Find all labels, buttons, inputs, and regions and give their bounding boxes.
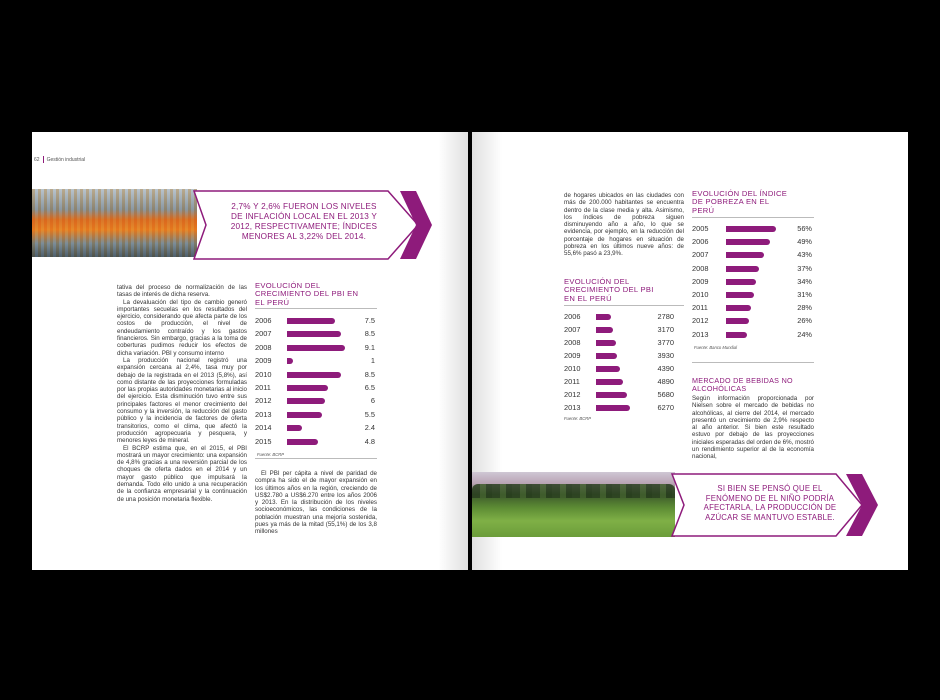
chart-bar: [726, 252, 764, 258]
value-label: 8.5: [364, 329, 375, 339]
year-label: 2007: [692, 250, 709, 260]
chart-rule: [564, 305, 684, 306]
chart-source: Fuente: BCRP: [564, 416, 591, 421]
chart-rule: [255, 458, 377, 459]
year-label: 2011: [692, 303, 708, 313]
year-label: 2006: [564, 312, 581, 321]
chart-bar: [287, 425, 302, 431]
value-label: 31%: [797, 290, 812, 299]
value-label: 37%: [797, 263, 812, 273]
chart-row: [255, 343, 375, 355]
right-page: [472, 132, 908, 570]
paragraph: El PBI per cápita a nivel de paridad de compra ha sido el de mayor expansión en los últimos años en la región, creciendo de US$2.780 a US$6.270 entre los años 2006 y 2013. En la distribución de los niveles socioeconómicos, las condiciones de la población muestran una mejoría sostenida, pues ya más de la mitad (55,1%) de los 3,8 millones: [255, 470, 377, 536]
chart-row: [692, 330, 812, 342]
year-label: 2008: [255, 342, 272, 352]
paragraph: La devaluación del tipo de cambio generó importantes secuelas en los resultados del ejercicio, considerando que afecta parte de los costos de producción, el nivel de endeudamiento contraído y los gastos financieros. Sin embargo, gracias a la toma de coberturas pudimos reducir los efectos de dicha variación. PBI y consumo interno: [117, 298, 247, 357]
chart-row: [255, 316, 375, 328]
chart-bar: [287, 439, 318, 445]
chart-bar: [726, 239, 770, 245]
left-column-2: [255, 470, 377, 536]
chart-row: [255, 437, 375, 449]
chart-row: [564, 364, 674, 376]
chart-bar: [596, 327, 613, 333]
value-label: 3770: [657, 338, 674, 347]
chart-row: [692, 277, 812, 289]
chart-row: [564, 390, 674, 402]
chart-row: [564, 351, 674, 363]
chart-bar: [287, 398, 325, 404]
chart-row: [255, 396, 375, 408]
year-label: 2010: [255, 369, 272, 379]
year-label: 2013: [255, 409, 272, 419]
chart-bar: [726, 305, 751, 311]
value-label: 43%: [797, 250, 812, 260]
callout-text: SI BIEN SE PENSÓ QUE EL FENÓMENO DE EL NIÑO PODRÍA AFECTARLA, LA PRODUCCIÓN DE AZÚCAR SE MANTUVO ESTABLE.: [703, 484, 837, 522]
chart-bar: [726, 292, 754, 298]
chart-bar: [726, 279, 756, 285]
chart-source: Fuente: BCRP: [257, 452, 284, 457]
section-heading-beverages: MERCADO DE BEBIDAS NO ALCOHÓLICAS: [692, 376, 793, 394]
chart-row: [692, 250, 812, 262]
year-label: 2010: [692, 290, 709, 299]
chart-rule: [255, 308, 377, 309]
chart-row: [692, 290, 812, 302]
value-label: 4890: [657, 377, 674, 386]
year-label: 2006: [255, 316, 272, 325]
value-label: 6: [370, 396, 375, 406]
page-number: 62: [34, 156, 40, 163]
paragraph: de hogares ubicados en las ciudades con más de 200.000 habitantes se encuentra dentro de la clase media y alta. Asimismo, los índices de pobreza siguen disminuyendo año a año, lo que se evidencia, por ejemplo, en la reducción del porcentaje de hogares en situación de pobreza en los últimos nueve años: de 55,6% pasó a 23,9%.: [564, 192, 684, 258]
year-label: 2011: [255, 383, 271, 392]
value-label: 24%: [797, 329, 812, 339]
value-label: 5.5: [364, 409, 375, 419]
chart-title-pbi-per-capita: EVOLUCIÓN DEL CRECIMIENTO DEL PBI EN EL PERÚ: [564, 277, 654, 303]
left-page: [32, 132, 468, 570]
paragraph: tativa del proceso de normalización de las tasas de interés de dicha reserva.: [117, 284, 247, 299]
year-label: 2012: [692, 316, 709, 326]
value-label: 4390: [657, 364, 674, 373]
chart-bar: [596, 405, 630, 411]
chart-bar: [596, 379, 623, 385]
chart-title-pbi-growth: EVOLUCIÓN DEL CRECIMIENTO DEL PBI EN EL PERÚ: [255, 281, 359, 307]
sugar-callout: [670, 472, 880, 538]
value-label: 56%: [797, 224, 812, 233]
value-label: 8.5: [364, 369, 375, 379]
chart-row: [564, 377, 674, 389]
chart-bar: [726, 318, 749, 324]
year-label: 2009: [692, 276, 709, 286]
year-label: 2014: [255, 423, 272, 433]
value-label: 5680: [657, 390, 674, 399]
value-label: 34%: [797, 276, 812, 286]
callout-text: 2,7% Y 2,6% FUERON LOS NIVELES DE INFLACIÓN LOCAL EN EL 2013 Y 2012, RESPECTIVAMENTE; ÍNDICES MENORES AL 3,22% DEL 2014.: [230, 202, 378, 241]
chart-row: [692, 237, 812, 249]
paragraph: El BCRP estima que, en el 2015, el PBI mostrará un mayor crecimiento: una expansión de 4,8% gracias a una reversión parcial de los choques de oferta dados en el 2014 y un mayor gasto público que impulsará la demanda. Todo ello unido a una recuperación de la confianza empresarial y la continuación de una posición monetaria flexible.: [117, 444, 247, 503]
chart-bar: [287, 318, 335, 324]
chart-bar: [287, 345, 345, 351]
year-label: 2009: [564, 351, 581, 360]
chart-row: [692, 316, 812, 328]
chart-bar: [596, 353, 617, 359]
paragraph: Según información proporcionada por Nielsen sobre el mercado de bebidas no alcohólicas, al cierre del 2014, el mercado presentó un crecimiento de 2,9% respecto al año anterior. Si bien este resultado estuvo por debajo de las proyecciones iniciales esperadas del orden de 6%, mostró un rendimiento superior al de la economía nacional,: [692, 395, 814, 461]
chart-row: [255, 356, 375, 368]
value-label: 9.1: [364, 342, 375, 352]
chart-source: Fuente: Banco Mundial: [694, 345, 738, 350]
year-label: 2005: [692, 224, 709, 233]
field-photo: [472, 472, 675, 537]
year-label: 2006: [692, 237, 709, 247]
chart-bar: [287, 385, 328, 391]
chart-rule: [692, 362, 814, 363]
year-label: 2013: [692, 329, 709, 339]
value-label: 28%: [797, 303, 812, 313]
year-label: 2012: [255, 396, 272, 406]
value-label: 2.4: [364, 423, 375, 433]
right-column-1: [564, 192, 684, 258]
value-label: 1: [370, 356, 375, 366]
value-label: 7.5: [364, 316, 375, 325]
chart-bar: [726, 226, 776, 232]
value-label: 2780: [657, 312, 674, 321]
chart-bar: [726, 332, 747, 338]
year-label: 2008: [564, 338, 581, 347]
year-label: 2007: [255, 329, 272, 339]
chart-bar: [596, 340, 616, 346]
chart-title-poverty: EVOLUCIÓN DEL ÍNDICE DE POBREZA EN EL PERÚ: [692, 189, 788, 215]
year-label: 2007: [564, 325, 581, 334]
value-label: 6.5: [364, 383, 375, 392]
chart-bar: [726, 266, 759, 272]
chart-row: [564, 403, 674, 415]
factory-photo: [32, 189, 197, 257]
chart-row: [692, 264, 812, 276]
year-label: 2008: [692, 263, 709, 273]
header-divider: [43, 156, 44, 163]
year-label: 2015: [255, 436, 272, 446]
value-label: 6270: [657, 403, 674, 412]
chart-bar: [596, 366, 620, 372]
chart-bar: [287, 331, 341, 337]
gutter-shadow: [438, 132, 468, 570]
value-label: 26%: [797, 316, 812, 326]
left-column-1: [117, 284, 247, 503]
value-label: 3170: [657, 325, 674, 334]
value-label: 4.8: [364, 436, 375, 446]
chart-bar: [287, 412, 322, 418]
chart-row: [255, 423, 375, 435]
chart-row: [255, 370, 375, 382]
right-column-2: [692, 395, 814, 461]
chart-row: [564, 325, 674, 337]
chart-bar: [287, 358, 293, 364]
chart-row: [255, 410, 375, 422]
year-label: 2009: [255, 356, 272, 366]
chart-row: [564, 338, 674, 350]
chart-row: [255, 329, 375, 341]
chart-row: [255, 383, 375, 395]
chart-bar: [596, 392, 627, 398]
chart-row: [692, 224, 812, 236]
paragraph: La producción nacional registró una expansión cercana al 2,4%, tasa muy por debajo de la registrada en el 2013 (5,8%), así como distante de las proyecciones formuladas por las propias autoridades monetarias al inicio del ejercicio. Esta disminución tuvo entre sus principales factores el menor crecimiento del consumo y la inversión, la reducción del gasto público y la incidencia de factores de oferta transitorios, como el clima, que afectó la producción agropecuaria y pesquera, y menores leyes de mineral.: [117, 356, 247, 445]
chart-row: [692, 303, 812, 315]
inflation-callout: [192, 189, 432, 261]
page-header: [34, 156, 85, 163]
chart-row: [564, 312, 674, 324]
value-label: 49%: [797, 237, 812, 247]
year-label: 2013: [564, 403, 581, 412]
year-label: 2011: [564, 377, 580, 386]
section-name: Gestión industrial: [46, 156, 86, 163]
year-label: 2012: [564, 390, 581, 399]
chart-bar: [596, 314, 611, 320]
chart-rule: [692, 217, 814, 218]
value-label: 3930: [657, 351, 674, 360]
chart-bar: [287, 372, 341, 378]
year-label: 2010: [564, 364, 581, 373]
